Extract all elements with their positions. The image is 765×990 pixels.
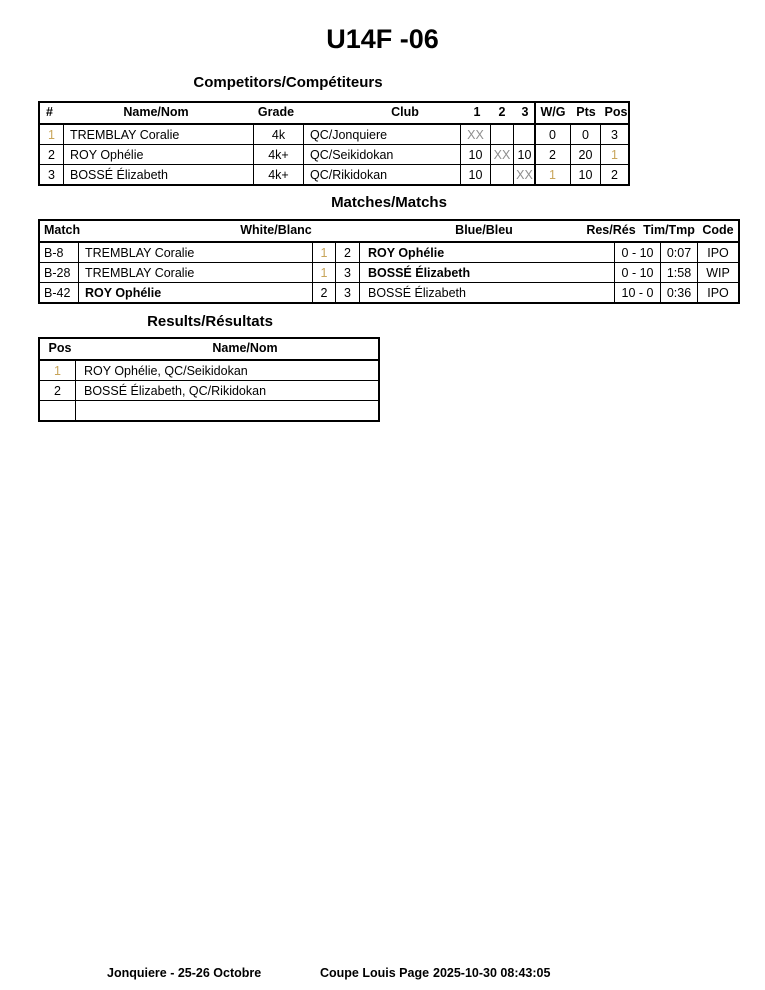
result-position xyxy=(40,401,75,420)
competitor-number: 3 xyxy=(48,167,55,182)
result-row xyxy=(40,400,378,420)
match-row xyxy=(40,282,738,302)
match-code: IPO xyxy=(697,243,738,262)
col-header-name: Name/Nom xyxy=(123,105,189,119)
position-value: 2 xyxy=(600,165,628,184)
position-value: 3 xyxy=(600,125,628,144)
round-result: XX xyxy=(490,145,513,164)
competitor-row xyxy=(40,144,628,164)
col-header-code: Code xyxy=(702,223,734,237)
competitor-name: ROY Ophélie xyxy=(63,145,253,164)
position-value: 1 xyxy=(600,145,628,164)
col-header-wins: W/G xyxy=(540,105,566,119)
col-header-name: Name/Nom xyxy=(212,341,278,355)
blue-number: 3 xyxy=(335,283,359,302)
competitor-number: 2 xyxy=(48,147,55,162)
blue-name: BOSSÉ Élizabeth xyxy=(359,283,614,302)
white-number: 1 xyxy=(312,243,335,262)
match-id: B-28 xyxy=(44,265,71,280)
round-result xyxy=(513,125,535,144)
col-header-round3: 3 xyxy=(521,105,529,119)
white-number: 2 xyxy=(312,283,335,302)
competitors-heading: Competitors/Compétiteurs xyxy=(193,74,383,91)
points-value: 20 xyxy=(570,145,600,164)
competitor-grade: 4k+ xyxy=(253,145,303,164)
col-header-result: Res/Rés xyxy=(586,223,636,237)
footer-datetime: 2025-10-30 08:43:05 xyxy=(433,966,551,980)
result-name: ROY Ophélie, QC/Seikidokan xyxy=(75,361,378,380)
footer-event: Coupe Louis Page xyxy=(320,966,430,980)
matches-header-row xyxy=(40,221,738,243)
col-header-white: White/Blanc xyxy=(240,223,312,237)
col-header-match: Match xyxy=(44,223,81,237)
col-header-round2: 2 xyxy=(498,105,506,119)
competitor-name: BOSSÉ Élizabeth xyxy=(63,165,253,184)
match-time: 0:07 xyxy=(660,243,697,262)
round-result: 10 xyxy=(460,145,490,164)
match-id: B-8 xyxy=(44,245,64,260)
white-name: TREMBLAY Coralie xyxy=(78,263,312,282)
competitors-table xyxy=(38,101,630,186)
col-header-points: Pts xyxy=(576,105,596,119)
result-position: 1 xyxy=(54,363,61,378)
competitor-row xyxy=(40,125,628,144)
round-result xyxy=(490,125,513,144)
col-header-position: Pos xyxy=(604,105,628,119)
result-name: BOSSÉ Élizabeth, QC/Rikidokan xyxy=(75,381,378,400)
competitor-name: TREMBLAY Coralie xyxy=(63,125,253,144)
col-header-time: Tim/Tmp xyxy=(643,223,695,237)
match-row xyxy=(40,243,738,262)
result-row xyxy=(40,380,378,400)
competitor-club: QC/Jonquiere xyxy=(303,125,460,144)
wins-value: 1 xyxy=(549,167,556,182)
match-id: B-42 xyxy=(44,285,71,300)
blue-number: 2 xyxy=(335,243,359,262)
white-name: ROY Ophélie xyxy=(78,283,312,302)
col-header-round1: 1 xyxy=(473,105,481,119)
competitor-club: QC/Seikidokan xyxy=(303,145,460,164)
competitor-grade: 4k xyxy=(253,125,303,144)
wins-value: 2 xyxy=(549,147,556,162)
round-result: XX xyxy=(513,165,535,184)
results-table xyxy=(38,337,380,422)
match-code: WIP xyxy=(697,263,738,282)
matches-heading: Matches/Matchs xyxy=(331,194,447,211)
blue-name: BOSSÉ Élizabeth xyxy=(359,263,614,282)
match-result: 0 - 10 xyxy=(614,243,660,262)
col-header-blue: Blue/Bleu xyxy=(455,223,513,237)
match-result: 0 - 10 xyxy=(614,263,660,282)
match-time: 0:36 xyxy=(660,283,697,302)
blue-number: 3 xyxy=(335,263,359,282)
round-result xyxy=(490,165,513,184)
competitor-number: 1 xyxy=(48,127,55,142)
points-value: 0 xyxy=(570,125,600,144)
results-header-row xyxy=(40,339,378,361)
points-value: 10 xyxy=(570,165,600,184)
round-result: 10 xyxy=(460,165,490,184)
competitors-header-row xyxy=(40,103,628,125)
col-header-club: Club xyxy=(391,105,419,119)
matches-table xyxy=(38,219,740,304)
match-row xyxy=(40,262,738,282)
competitor-row xyxy=(40,164,628,184)
result-row xyxy=(40,361,378,380)
round-result: XX xyxy=(460,125,490,144)
col-header-position: Pos xyxy=(48,341,72,355)
result-position: 2 xyxy=(54,383,61,398)
white-number: 1 xyxy=(312,263,335,282)
wins-value: 0 xyxy=(549,127,556,142)
competitor-club: QC/Rikidokan xyxy=(303,165,460,184)
col-header-num: # xyxy=(46,105,53,119)
match-result: 10 - 0 xyxy=(614,283,660,302)
competitor-grade: 4k+ xyxy=(253,165,303,184)
white-name: TREMBLAY Coralie xyxy=(78,243,312,262)
col-header-grade: Grade xyxy=(257,105,295,119)
round-result: 10 xyxy=(513,145,535,164)
blue-name: ROY Ophélie xyxy=(359,243,614,262)
match-code: IPO xyxy=(697,283,738,302)
results-heading: Results/Résultats xyxy=(147,313,273,330)
page-footer xyxy=(0,966,765,980)
footer-location: Jonquiere - 25-26 Octobre xyxy=(107,966,262,980)
result-name xyxy=(75,401,378,420)
match-time: 1:58 xyxy=(660,263,697,282)
page-title: U14F -06 xyxy=(326,24,439,54)
